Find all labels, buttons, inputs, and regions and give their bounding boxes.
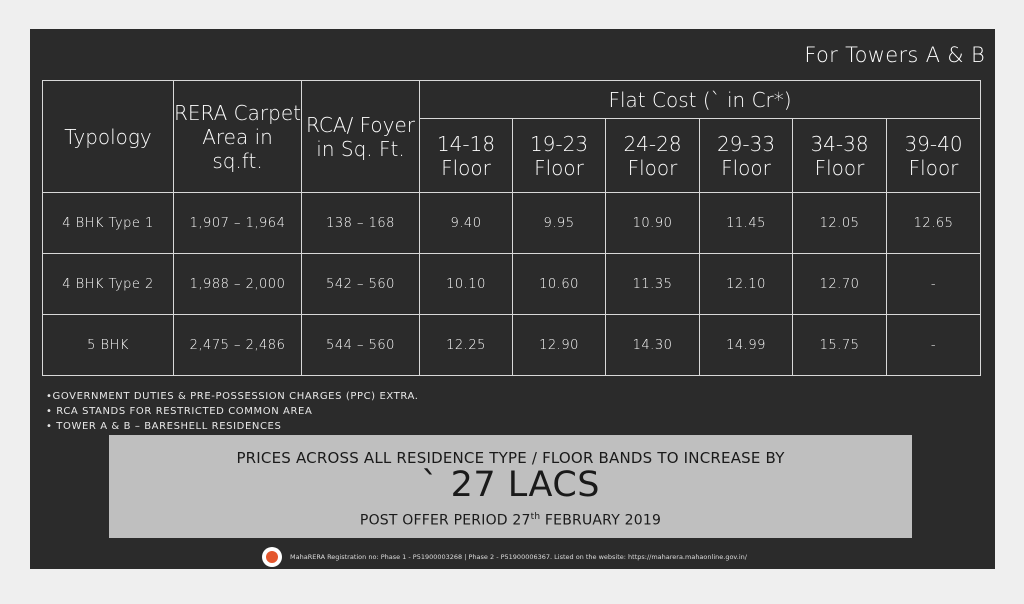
banner-offer-period: [109, 512, 912, 529]
header-floor-band: 19-23 Floor: [513, 119, 606, 193]
maharera-logo-icon: [262, 547, 282, 567]
header-floor-band: 34-38 Floor: [793, 119, 887, 193]
cell-cost: 9.95: [513, 193, 606, 254]
header-floor-band: 24-28 Floor: [606, 119, 700, 193]
cell-rca: 138 – 168: [302, 193, 420, 254]
footnote: • RCA STANDS FOR RESTRICTED COMMON AREA: [46, 406, 313, 417]
footnote: • TOWER A & B – BARESHELL RESIDENCES: [46, 421, 282, 432]
offer-period-date: FEBRUARY 2019: [540, 512, 662, 529]
table-row: [43, 193, 981, 254]
footnotes: [46, 389, 419, 434]
cell-cost: 14.30: [606, 315, 700, 376]
cell-cost: 11.35: [606, 254, 700, 315]
cell-typology: 4 BHK Type 2: [43, 254, 174, 315]
table-row: [43, 315, 981, 376]
price-table: [42, 80, 981, 376]
cell-cost: 12.70: [793, 254, 887, 315]
cell-rera: 1,988 – 2,000: [174, 254, 302, 315]
cell-cost: -: [887, 315, 981, 376]
cell-cost: 12.05: [793, 193, 887, 254]
banner-headline: PRICES ACROSS ALL RESIDENCE TYPE / FLOOR BANDS TO INCREASE BY: [236, 449, 785, 467]
cell-cost: 12.65: [887, 193, 981, 254]
rera-registration-text: MahaRERA Registration no: Phase 1 - P51900003268 | Phase 2 - P51900006367. Listed on the website: https://maharera.mahaonline.gov.in/: [290, 553, 747, 561]
cell-cost: 15.75: [793, 315, 887, 376]
cell-rera: 2,475 – 2,486: [174, 315, 302, 376]
ordinal-suffix: th: [530, 512, 541, 522]
cell-rca: 544 – 560: [302, 315, 420, 376]
price-slide: [30, 29, 995, 569]
price-increase-banner: [109, 435, 912, 538]
cell-typology: 4 BHK Type 1: [43, 193, 174, 254]
banner-amount: ` 27 LACS: [420, 465, 601, 505]
header-rca-foyer: RCA/ Foyer in Sq. Ft.: [302, 81, 420, 193]
header-floor-band: 14-18 Floor: [420, 119, 513, 193]
cell-typology: 5 BHK: [43, 315, 174, 376]
cell-cost: 10.60: [513, 254, 606, 315]
footnote: •GOVERNMENT DUTIES & PRE-POSSESSION CHARGES (PPC) EXTRA.: [46, 391, 419, 402]
header-floor-band: 29-33 Floor: [700, 119, 793, 193]
cell-cost: 9.40: [420, 193, 513, 254]
header-floor-band: 39-40 Floor: [887, 119, 981, 193]
cell-cost: 12.10: [700, 254, 793, 315]
cell-cost: 10.90: [606, 193, 700, 254]
cell-cost: 12.25: [420, 315, 513, 376]
header-rera-carpet-area: RERA Carpet Area in sq.ft.: [174, 81, 302, 193]
rera-footer: [262, 546, 747, 568]
cell-cost: 11.45: [700, 193, 793, 254]
header-flat-cost: Flat Cost (` in Cr*): [420, 81, 981, 119]
towers-subtitle: For Towers A & B: [804, 43, 985, 67]
cell-cost: 12.90: [513, 315, 606, 376]
offer-period-text: POST OFFER PERIOD 27: [359, 512, 531, 529]
table-row: [43, 254, 981, 315]
cell-cost: 14.99: [700, 315, 793, 376]
cell-cost: 10.10: [420, 254, 513, 315]
cell-rca: 542 – 560: [302, 254, 420, 315]
header-typology: Typology: [43, 81, 174, 193]
cell-cost: -: [887, 254, 981, 315]
cell-rera: 1,907 – 1,964: [174, 193, 302, 254]
